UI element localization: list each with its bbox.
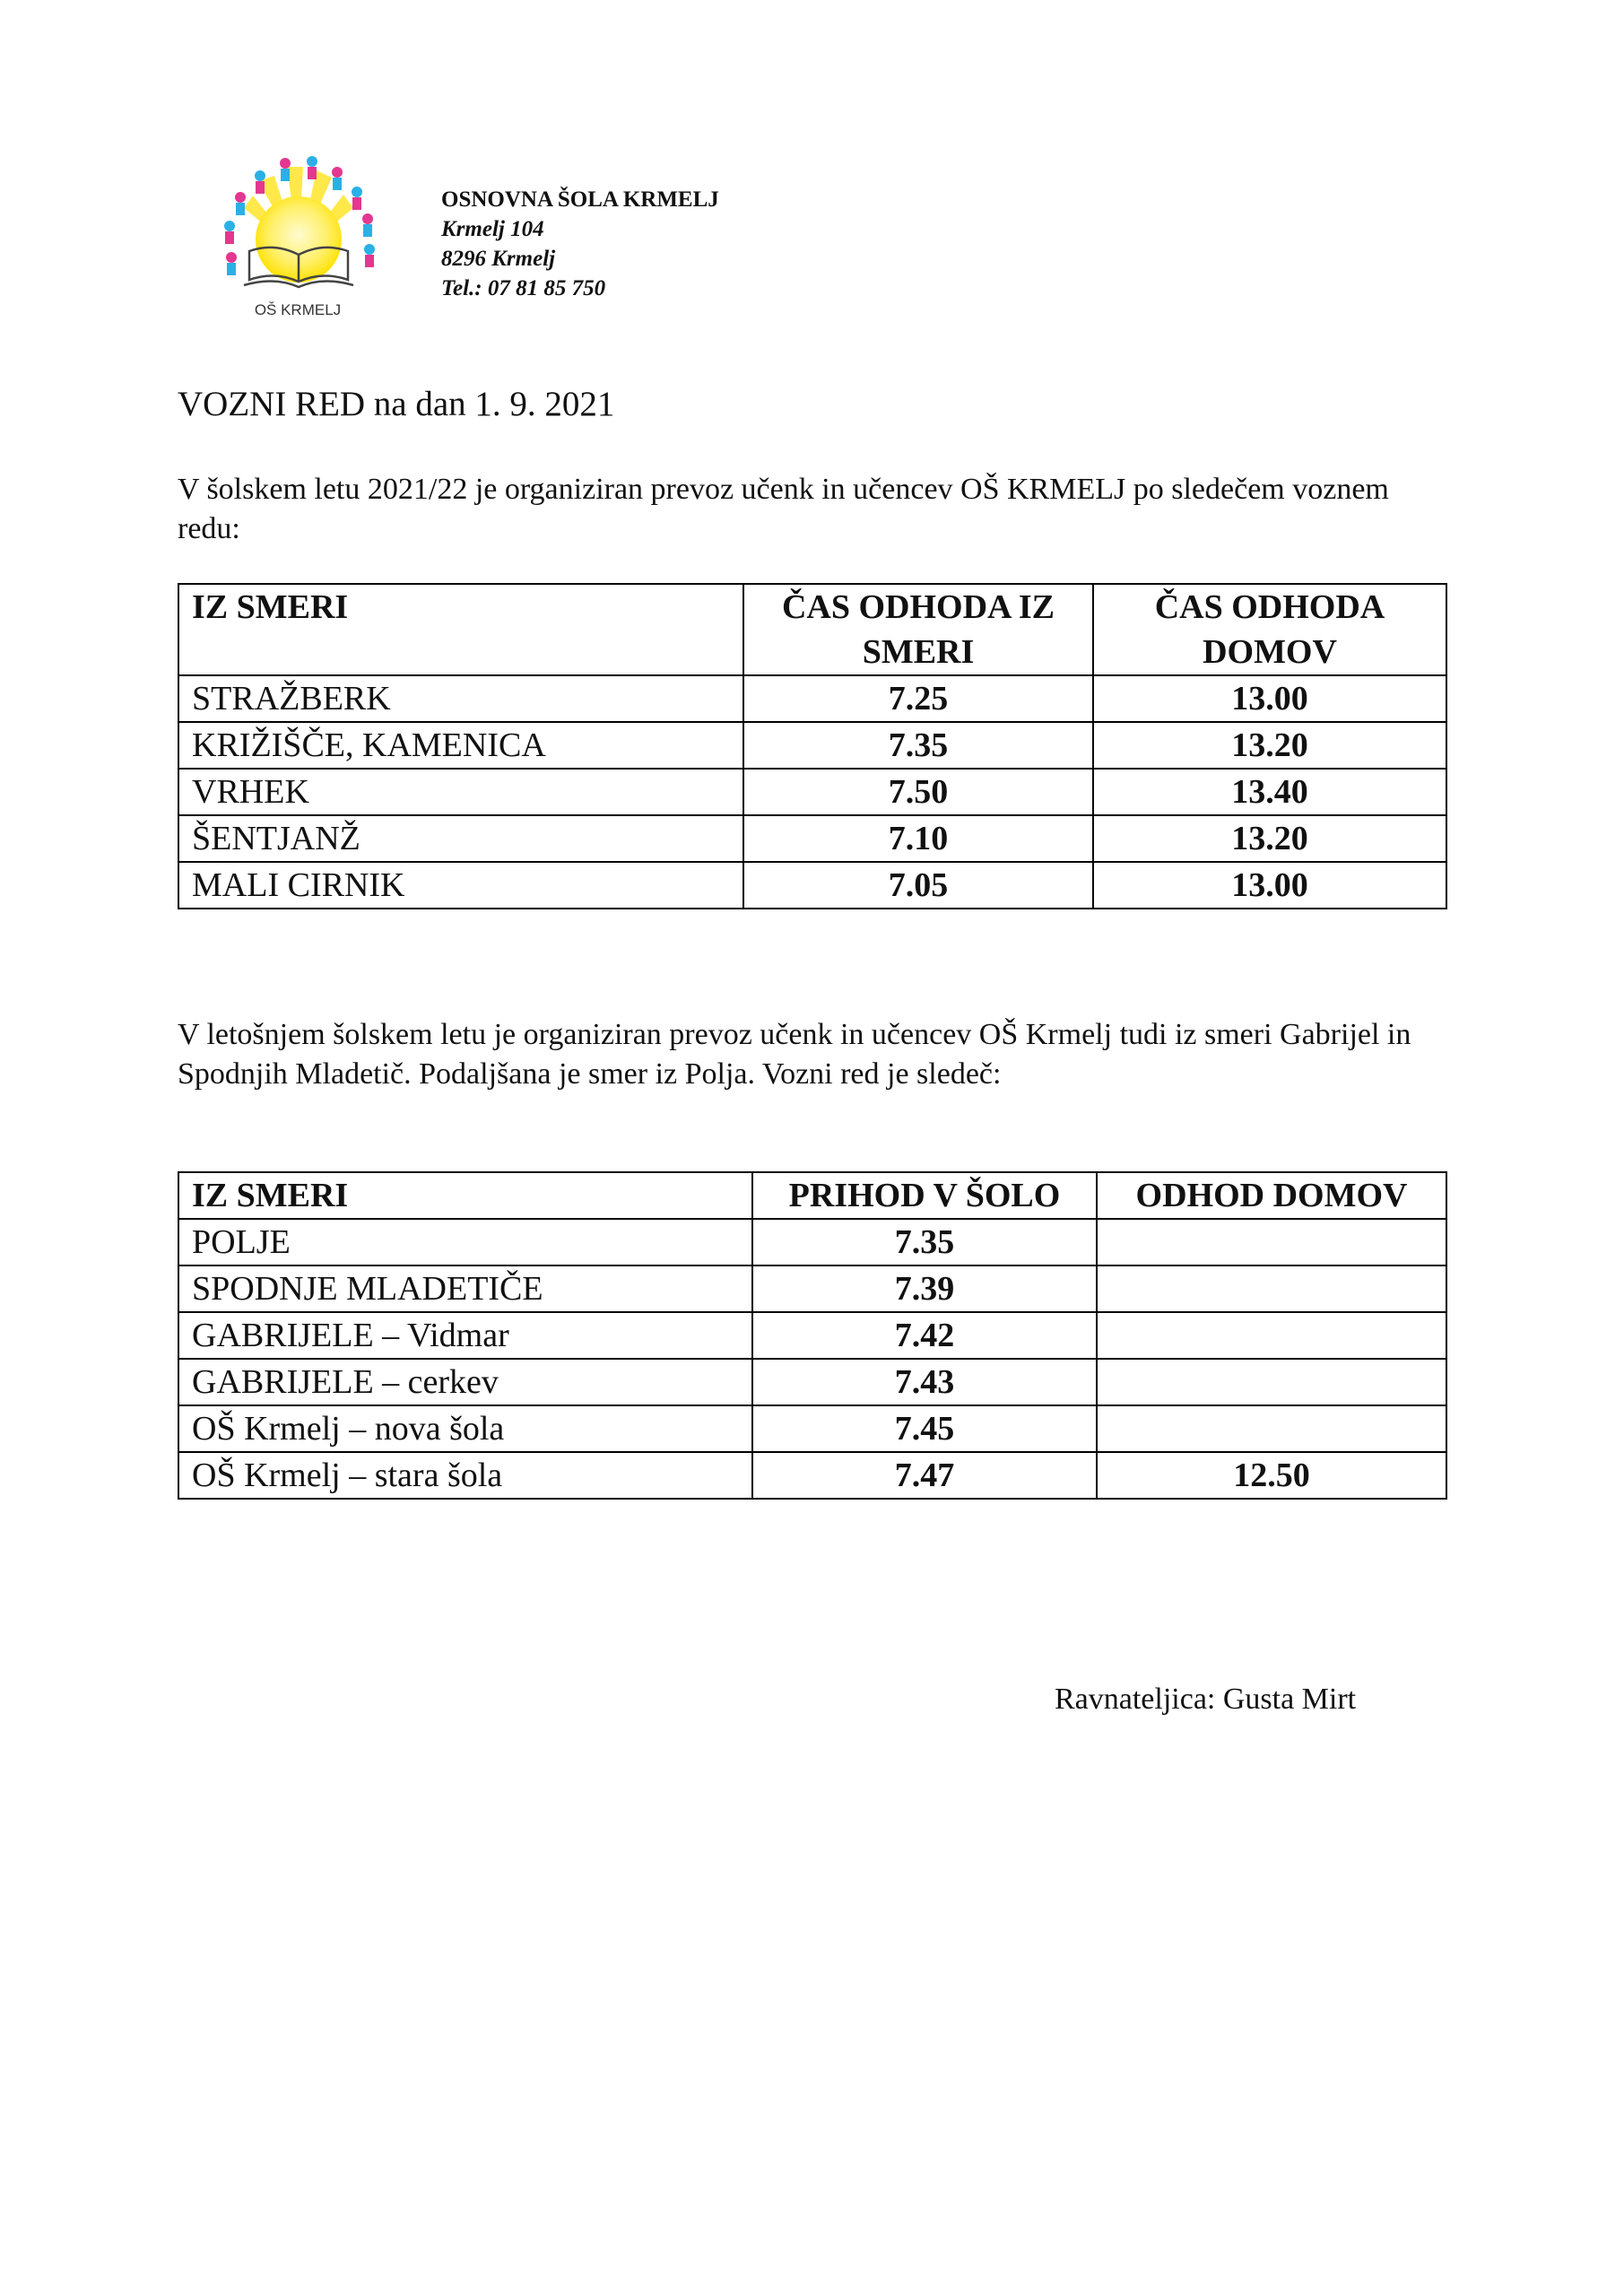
school-header bbox=[441, 185, 719, 303]
route-name: VRHEK bbox=[178, 769, 743, 815]
return-time bbox=[1097, 1312, 1446, 1359]
route-name: STRAŽBERK bbox=[178, 675, 743, 722]
route-name: OŠ Krmelj – nova šola bbox=[178, 1405, 752, 1452]
table-row bbox=[178, 722, 1446, 769]
column-header: ČAS ODHODA DOMOV bbox=[1093, 584, 1446, 675]
table-row bbox=[178, 1265, 1446, 1312]
return-time bbox=[1097, 1219, 1446, 1265]
intro-paragraph-2: V letošnjem šolskem letu je organiziran prevoz učenk in učencev OŠ Krmelj tudi iz smeri Gabrijel in Spodnjih Mladetič. Podaljšana je smer iz Polja. Vozni red je sledeč: bbox=[178, 1018, 1411, 1091]
route-name: ŠENTJANŽ bbox=[178, 815, 743, 862]
column-header: ODHOD DOMOV bbox=[1097, 1172, 1446, 1219]
table-row bbox=[178, 1405, 1446, 1452]
arrival-time: 7.47 bbox=[752, 1452, 1097, 1499]
school-phone: Tel.: 07 81 85 750 bbox=[441, 276, 606, 300]
arrival-time: 7.35 bbox=[752, 1219, 1097, 1265]
route-name: MALI CIRNIK bbox=[178, 862, 743, 909]
table-row bbox=[178, 1312, 1446, 1359]
table-row bbox=[178, 1359, 1446, 1405]
schedule-table-1 bbox=[178, 583, 1447, 909]
arrival-time: 7.43 bbox=[752, 1359, 1097, 1405]
table-header-row bbox=[178, 1172, 1446, 1219]
column-header: ČAS ODHODA IZ SMERI bbox=[743, 584, 1093, 675]
document-title: VOZNI RED na dan 1. 9. 2021 bbox=[178, 385, 615, 423]
route-name: POLJE bbox=[178, 1219, 752, 1265]
arrival-time: 7.39 bbox=[752, 1265, 1097, 1312]
school-logo-icon bbox=[204, 145, 393, 325]
school-address-line1: Krmelj 104 bbox=[441, 217, 544, 241]
return-time bbox=[1097, 1359, 1446, 1405]
route-name: OŠ Krmelj – stara šola bbox=[178, 1452, 752, 1499]
arrival-time: 7.45 bbox=[752, 1405, 1097, 1452]
return-time: 13.40 bbox=[1093, 769, 1446, 815]
departure-time: 7.35 bbox=[743, 722, 1093, 769]
route-name: GABRIJELE – cerkev bbox=[178, 1359, 752, 1405]
route-name: SPODNJE MLADETIČE bbox=[178, 1265, 752, 1312]
table-row bbox=[178, 862, 1446, 909]
schedule-table-2 bbox=[178, 1171, 1447, 1500]
column-header: IZ SMERI bbox=[178, 584, 743, 675]
return-time: 13.00 bbox=[1093, 675, 1446, 722]
departure-time: 7.05 bbox=[743, 862, 1093, 909]
return-time: 13.00 bbox=[1093, 862, 1446, 909]
return-time bbox=[1097, 1405, 1446, 1452]
table-row bbox=[178, 1452, 1446, 1499]
route-name: GABRIJELE – Vidmar bbox=[178, 1312, 752, 1359]
signature: Ravnateljica: Gusta Mirt bbox=[1055, 1683, 1357, 1716]
intro-paragraph-1: V šolskem letu 2021/22 je organiziran prevoz učenk in učencev OŠ KRMELJ po sledečem voznem redu: bbox=[178, 473, 1389, 545]
school-name: OSNOVNA ŠOLA KRMELJ bbox=[441, 187, 719, 212]
departure-time: 7.25 bbox=[743, 675, 1093, 722]
return-time: 13.20 bbox=[1093, 815, 1446, 862]
arrival-time: 7.42 bbox=[752, 1312, 1097, 1359]
return-time: 12.50 bbox=[1097, 1452, 1446, 1499]
logo-caption: OŠ KRMELJ bbox=[254, 301, 342, 318]
table-row bbox=[178, 815, 1446, 862]
return-time: 13.20 bbox=[1093, 722, 1446, 769]
column-header: IZ SMERI bbox=[178, 1172, 752, 1219]
departure-time: 7.50 bbox=[743, 769, 1093, 815]
route-name: KRIŽIŠČE, KAMENICA bbox=[178, 722, 743, 769]
table-row bbox=[178, 1219, 1446, 1265]
return-time bbox=[1097, 1265, 1446, 1312]
table-header-row bbox=[178, 584, 1446, 675]
table-row bbox=[178, 675, 1446, 722]
column-header: PRIHOD V ŠOLO bbox=[752, 1172, 1097, 1219]
table-row bbox=[178, 769, 1446, 815]
departure-time: 7.10 bbox=[743, 815, 1093, 862]
school-address-line2: 8296 Krmelj bbox=[441, 247, 556, 271]
